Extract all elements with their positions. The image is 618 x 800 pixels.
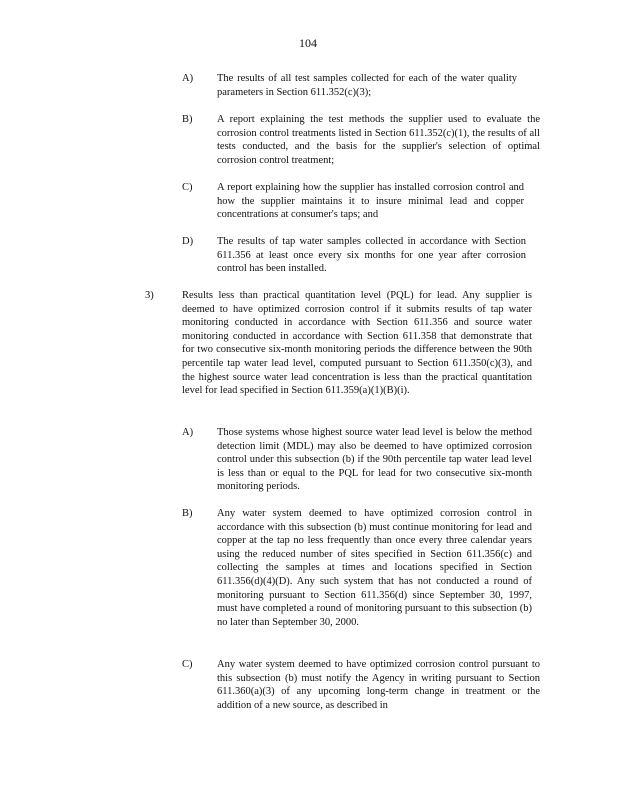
item-label: A) xyxy=(182,73,194,84)
item-text: Those systems whose highest source water lead level is below the method detection limit (MDL) may also be deemed to have optimized corrosion control under this subsection (b) if the 90th percentile tap water lead level is less than or equal to the PQL for lead for two consecutive six-month monitoring periods. xyxy=(217,427,532,493)
item-label: C) xyxy=(182,182,193,193)
item-text: The results of tap water samples collected in accordance with Section 611.356 at least once every six months for one year after corrosion control has been installed. xyxy=(217,236,526,275)
item-label: C) xyxy=(182,659,193,670)
section-label: 3) xyxy=(145,290,154,301)
item-label: A) xyxy=(182,427,194,438)
item-text: Any water system deemed to have optimized corrosion control pursuant to this subsection (b) must notify the Agency in writing pursuant to Section 611.360(a)(3) of any upcoming long-term change in treatment or the addition of a new source, as described in xyxy=(217,659,540,711)
item-text: A report explaining the test methods the supplier used to evaluate the corrosion control treatments listed in Section 611.352(c)(1), the results of all tests conducted, and the basis for the supplier's selection of optimal corrosion control treatment; xyxy=(217,114,540,166)
item-text: A report explaining how the supplier has installed corrosion control and how the supplier maintains it to insure minimal lead and copper concentrations at consumer's taps; and xyxy=(217,182,524,221)
item-label: B) xyxy=(182,508,193,519)
item-text: The results of all test samples collected for each of the water quality parameters in Section 611.352(c)(3); xyxy=(217,73,517,98)
item-label: B) xyxy=(182,114,193,125)
item-label: D) xyxy=(182,236,194,247)
section-text: Results less than practical quantitation level (PQL) for lead. Any supplier is deemed to have optimized corrosion control if it submits results of tap water monitoring conducted in accordance with Section 611.356 and source water monitoring conducted in accordance with Section 611.358 that demonstrate that for two consecutive six-month monitoring periods the difference between the 90th percentile tap water lead level, computed pursuant to Section 611.350(c)(3), and the highest source water lead concentration is less than the practical quantitation level for lead specified in Section 611.359(a)(1)(B)(i). xyxy=(182,290,532,397)
item-text: Any water system deemed to have optimized corrosion control in accordance with this subsection (b) must continue monitoring for lead and copper at the tap no less frequently than once every three calendar years using the reduced number of sites specified in Section 611.356(c) and collecting the samples at times and locations specified in Section 611.356(d)(4)(D). Any such system that has not conducted a round of monitoring pursuant to Section 611.356(d) since September 30, 1997, must have completed a round of monitoring pursuant to this subsection (b) no later than September 30, 2000. xyxy=(217,508,532,628)
page-number: 104 xyxy=(299,36,317,50)
